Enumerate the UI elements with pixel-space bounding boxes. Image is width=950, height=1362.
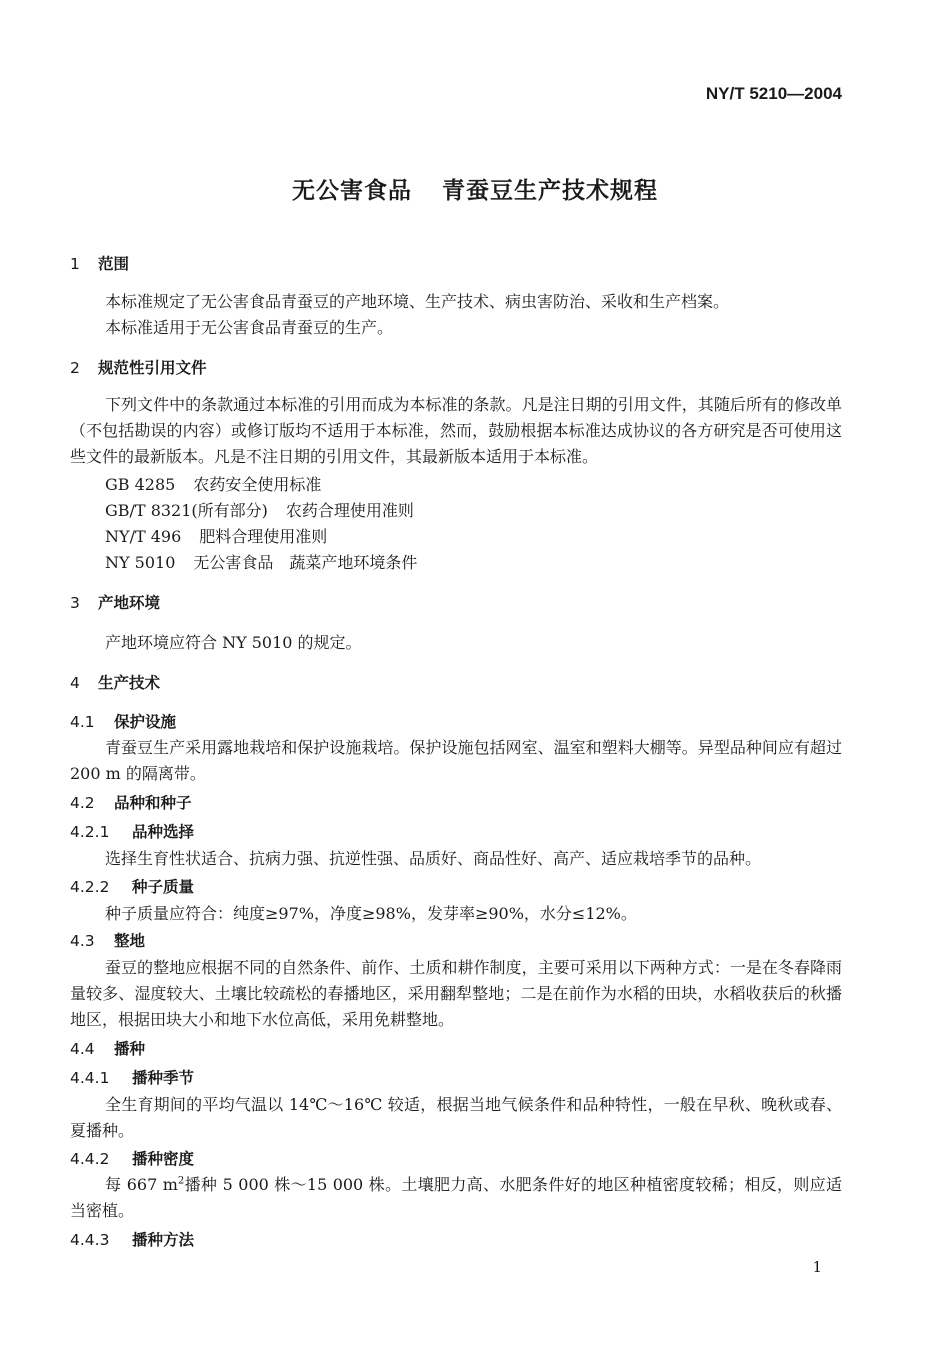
reference-name: 无公害食品 蔬菜产地环境条件 [193, 553, 418, 572]
section-heading [70, 671, 160, 693]
subsection-heading [70, 791, 192, 813]
reference-item [105, 550, 417, 573]
subsection-number: 4.4.1 [70, 1069, 110, 1087]
reference-name: 农药安全使用标准 [193, 475, 322, 494]
reference-name: 肥料合理使用准则 [199, 527, 328, 546]
section-heading [70, 252, 129, 274]
section-heading [70, 356, 207, 378]
paragraph: 产地环境应符合 NY 5010 的规定。 [105, 633, 362, 652]
section-title: 产地环境 [98, 594, 161, 612]
paragraph: 全生育期间的平均气温以 14℃～16℃ 较适，根据当地气候条件和品种特性，一般在早秋、晚秋或春、夏播种。 [70, 1095, 842, 1140]
subsection-heading [70, 1037, 145, 1059]
paragraph: 选择生育性状适合、抗病力强、抗逆性强、品质好、商品性好、高产、适应栽培季节的品种。 [105, 849, 762, 868]
section-title: 规范性引用文件 [98, 359, 207, 377]
document-title [0, 172, 950, 205]
reference-item [105, 472, 321, 495]
subsection-number: 4.1 [70, 713, 95, 731]
subsection-heading [70, 820, 194, 842]
paragraph: 种子质量应符合：纯度≥97%，净度≥98%，发芽率≥90%，水分≤12%。 [105, 904, 637, 923]
subsection-title: 整地 [114, 932, 146, 950]
subsection-title: 播种方法 [132, 1231, 195, 1249]
section-number: 4 [70, 674, 80, 692]
reference-name: 农药合理使用准则 [285, 501, 414, 520]
reference-code: GB/T 8321(所有部分) [105, 501, 268, 520]
subsection-number: 4.2.1 [70, 823, 110, 841]
subsection-number: 4.2 [70, 794, 95, 812]
subsection-heading [70, 1228, 194, 1250]
subsection-title: 播种 [114, 1040, 146, 1058]
subsection-number: 4.4 [70, 1040, 95, 1058]
section-title: 范围 [98, 255, 130, 273]
title-part1: 无公害食品 [292, 178, 412, 204]
paragraph: 本标准适用于无公害食品青蚕豆的生产。 [105, 318, 394, 337]
subsection-title: 播种季节 [132, 1069, 195, 1087]
subsection-title: 播种密度 [132, 1150, 195, 1168]
subsection-title: 品种选择 [132, 823, 195, 841]
section-number: 1 [70, 255, 80, 273]
reference-code: NY/T 496 [105, 527, 182, 546]
reference-item [105, 498, 414, 521]
subsection-number: 4.3 [70, 932, 95, 950]
paragraph: 青蚕豆生产采用露地栽培和保护设施栽培。保护设施包括网室、温室和塑料大棚等。异型品种间应有超过 200 m 的隔离带。 [70, 738, 842, 783]
subsection-title: 保护设施 [114, 713, 177, 731]
subsection-number: 4.2.2 [70, 878, 110, 896]
subsection-heading [70, 710, 176, 732]
page-number: 1 [812, 1258, 822, 1276]
paragraph-text: 播种 5 000 株～15 000 株。土壤肥力高、水肥条件好的地区种植密度较稀；相反，则应适当密植。 [70, 1175, 842, 1220]
subsection-number: 4.4.2 [70, 1150, 110, 1168]
section-heading [70, 591, 160, 613]
subsection-heading [70, 1066, 194, 1088]
reference-code: NY 5010 [105, 553, 176, 572]
title-part2: 青蚕豆生产技术规程 [442, 178, 658, 204]
reference-item [105, 524, 327, 547]
section-number: 2 [70, 359, 80, 377]
paragraph [70, 1172, 842, 1224]
superscript: 2 [177, 1175, 185, 1187]
paragraph: 本标准规定了无公害食品青蚕豆的产地环境、生产技术、病虫害防治、采收和生产档案。 [105, 292, 730, 311]
paragraph: 蚕豆的整地应根据不同的自然条件、前作、土质和耕作制度，主要可采用以下两种方式：一是在冬春降雨量较多、湿度较大、土壤比较疏松的春播地区，采用翻犁整地；二是在前作为水稻的田块，水稻收获后的秋播地区，根据田块大小和地下水位高低，采用免耕整地。 [70, 958, 842, 1029]
paragraph: 下列文件中的条款通过本标准的引用而成为本标准的条款。凡是注日期的引用文件，其随后所有的修改单（不包括勘误的内容）或修订版均不适用于本标准，然而，鼓励根据本标准达成协议的各方研究是否可使用这些文件的最新版本。凡是不注日期的引用文件，其最新版本适用于本标准。 [70, 395, 842, 466]
paragraph-text: 每 667 m [105, 1175, 178, 1194]
subsection-title: 品种和种子 [114, 794, 192, 812]
section-title: 生产技术 [98, 674, 161, 692]
subsection-heading [70, 875, 194, 897]
standard-code: NY/T 5210—2004 [705, 84, 842, 103]
subsection-heading [70, 929, 145, 951]
subsection-number: 4.4.3 [70, 1231, 110, 1249]
subsection-title: 种子质量 [132, 878, 195, 896]
section-number: 3 [70, 594, 80, 612]
reference-code: GB 4285 [105, 475, 176, 494]
subsection-heading [70, 1147, 194, 1169]
